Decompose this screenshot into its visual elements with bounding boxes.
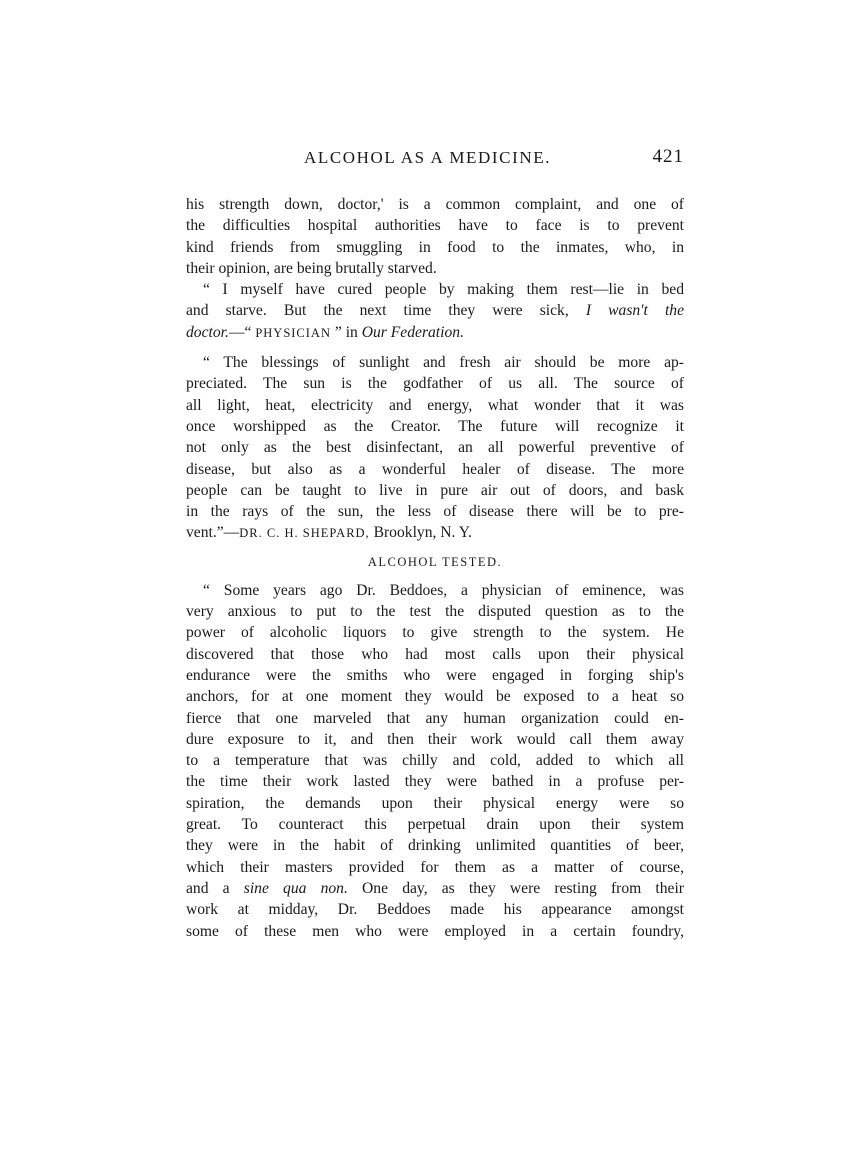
text-line	[186, 300, 684, 321]
attribution-name: PHYSICIAN	[255, 325, 331, 340]
text-line: all light, heat, electricity and energy, what wonder that it was	[186, 396, 684, 414]
text-line: kind friends from smuggling in food to the inmates, who, in	[186, 238, 684, 256]
text-run: and a	[186, 879, 244, 897]
paragraph-beddoes	[186, 580, 684, 942]
publication-title: Our Federation.	[361, 323, 464, 341]
paragraph-gap	[186, 343, 684, 352]
text-line: “ I myself have cured people by making them rest—lie in bed	[203, 281, 684, 299]
text-line: once worshipped as the Creator. The future will recognize it	[186, 417, 684, 435]
text-line: fierce that one marveled that any human organization could en-	[186, 709, 684, 727]
text-line: discovered that those who had most calls upon their physical	[186, 645, 684, 663]
italic-run: doctor.	[186, 323, 229, 341]
text-line: people can be taught to live in pure air out of doors, and bask	[186, 481, 684, 499]
text-line: power of alcoholic liquors to give strength to the system. He	[186, 624, 684, 642]
text-line: disease, but also as a wonderful healer of disease. The more	[186, 460, 684, 478]
text-run: Brooklyn, N. Y.	[369, 524, 472, 542]
italic-run: I wasn't the	[585, 302, 684, 320]
text-run: One day, as they were resting from their	[347, 879, 685, 897]
text-line: very anxious to put to the test the disputed question as to the	[186, 603, 684, 621]
text-line: endurance were the smiths who were engaged in forging ship's	[186, 666, 684, 684]
paragraph-physician-quote	[186, 279, 684, 343]
text-line: dure exposure to it, and then their work would call them away	[186, 730, 684, 748]
text-line: the time their work lasted they were bathed in a profuse per-	[186, 773, 684, 791]
attribution-name: DR. C. H. SHEPARD,	[239, 526, 370, 541]
paragraph-continuation	[186, 194, 684, 279]
text-line: which their masters provided for them as a matter of course,	[186, 858, 684, 876]
text-line: to a temperature that was chilly and cold, added to which all	[186, 752, 684, 770]
text-line	[186, 878, 684, 899]
text-line: great. To counteract this perpetual drain upon their system	[186, 816, 684, 834]
text-line: their opinion, are being brutally starved.	[186, 259, 437, 277]
italic-run: sine qua non.	[243, 879, 348, 897]
text-line: spiration, the demands upon their physical energy were so	[186, 794, 684, 812]
text-line: “ The blessings of sunlight and fresh air should be more ap-	[203, 354, 684, 372]
text-run: ” in	[331, 323, 362, 341]
text-run: vent.”—	[186, 524, 240, 542]
text-line: not only as the best disinfectant, an all powerful preventive of	[186, 439, 684, 457]
text-line: anchors, for at one moment they would be exposed to a heat so	[186, 688, 684, 706]
text-line	[186, 322, 684, 343]
text-line: his strength down, doctor,' is a common complaint, and one of	[186, 196, 684, 213]
text-line: the difficulties hospital authorities have to face is to prevent	[186, 217, 684, 235]
text-run: —“	[228, 323, 256, 341]
text-line: “ Some years ago Dr. Beddoes, a physician of eminence, was	[203, 581, 684, 599]
text-line	[186, 522, 684, 543]
text-line: preciated. The sun is the godfather of us all. The source of	[186, 375, 684, 393]
text-line: work at midday, Dr. Beddoes made his appearance amongst	[186, 901, 684, 919]
running-title: ALCOHOL AS A MEDICINE.	[304, 148, 552, 167]
paragraph-sunlight	[186, 352, 684, 544]
text-line: in the rays of the sun, the less of disease there will be to pre-	[186, 503, 684, 521]
text-line: they were in the habit of drinking unlimited quantities of beer,	[186, 837, 684, 855]
page-number: 421	[652, 146, 684, 167]
body-text	[186, 194, 684, 942]
text-line: some of these men who were employed in a certain foundry,	[186, 922, 684, 940]
section-heading: ALCOHOL TESTED.	[367, 554, 503, 569]
running-head	[186, 148, 684, 174]
text-run: and starve. But the next time they were sick,	[186, 302, 586, 320]
